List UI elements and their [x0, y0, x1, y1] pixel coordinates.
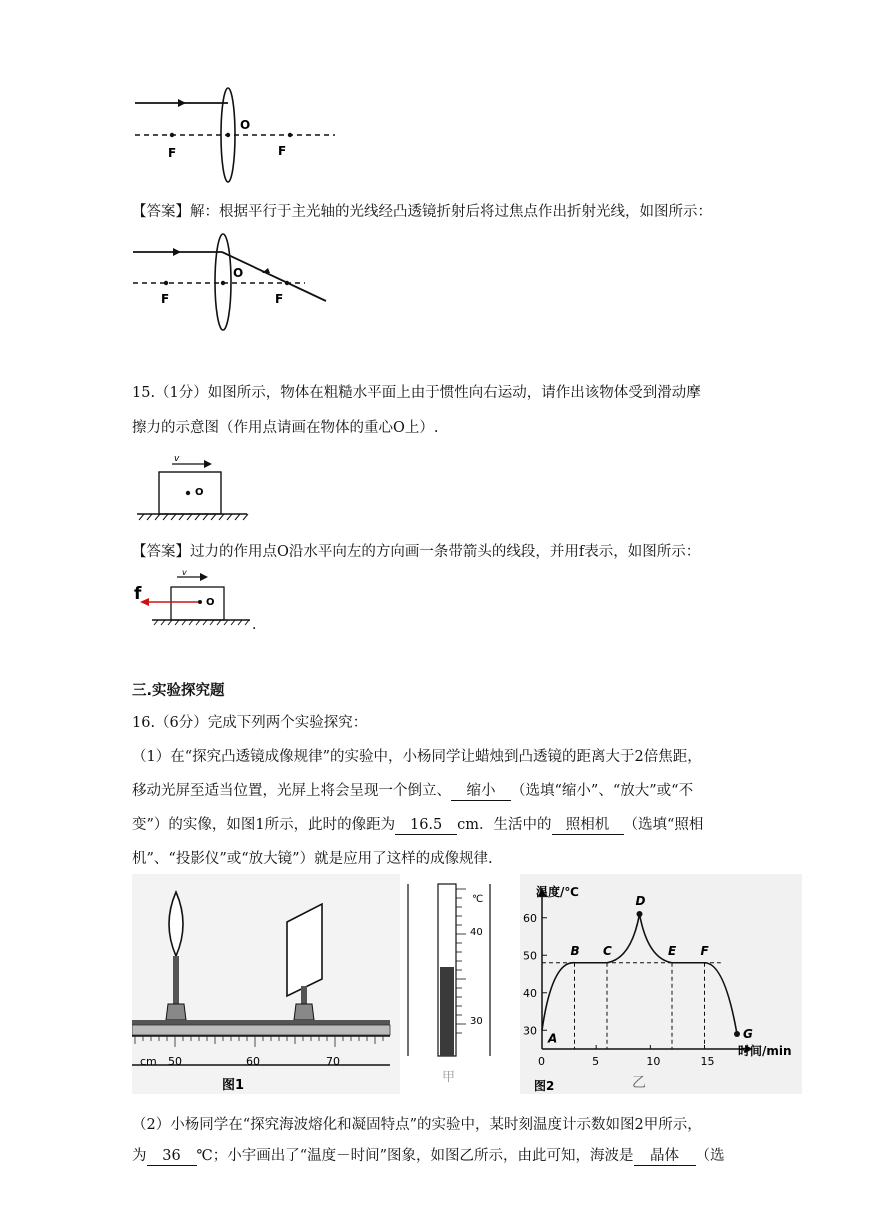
answer-14: 【答案】解：根据平行于主光轴的光线经凸透镜折射后将过焦点作出折射光线，如图所示：	[132, 204, 712, 220]
figure-caption: 乙	[632, 1075, 646, 1091]
text-span: 为	[132, 1148, 147, 1164]
question-16-intro: 16.（6分）完成下列两个实验探究：	[132, 715, 368, 731]
figure-caption: 图2	[534, 1079, 555, 1093]
data-point	[637, 911, 643, 917]
answer-blank-3: 照相机	[552, 818, 624, 835]
optical-center-label: O	[240, 118, 251, 132]
x-tick-label: 5	[592, 1055, 600, 1068]
x-tick-label: 10	[646, 1055, 661, 1068]
question-16-p2-line1: （2）小杨同学在“探究海波熔化和凝固特点”的实验中，某时刻温度计示数如图2甲所示，	[132, 1117, 702, 1133]
trailing-period: .	[252, 617, 257, 632]
thermometer-tick-label: 30	[470, 1016, 483, 1027]
text-span: cm．生活中的	[457, 817, 552, 833]
thermometer-tick-label: 40	[470, 927, 483, 938]
figure-caption: 甲	[442, 1070, 456, 1085]
block-figure-answer	[132, 567, 272, 632]
text-span: （选填“照相	[623, 817, 704, 833]
question-16-p1-line1: （1）在“探究凸透镜成像规律”的实验中，小杨同学让蜡烛到凸透镜的距离大于2倍焦距，	[132, 749, 702, 765]
focus-label-left: F	[168, 146, 177, 160]
point-label: G	[743, 1027, 753, 1041]
ruler-tick-label: 50	[168, 1055, 182, 1068]
center-label: O	[206, 597, 215, 608]
ruler-tick-label: 70	[326, 1055, 340, 1068]
answer-blank-2: 16.5	[395, 818, 457, 835]
text-span: ℃；小宇画出了“温度－时间”图象，如图乙所示，由此可知，海波是	[196, 1148, 634, 1164]
point-label: F	[700, 943, 709, 958]
optical-bench-figure	[132, 874, 400, 1094]
y-tick-label: 60	[523, 911, 537, 925]
optical-center-label: O	[233, 266, 244, 280]
focus-label-right: F	[275, 292, 284, 306]
question-15-line1: 15.（1分）如图所示，物体在粗糙水平面上由于惯性向右运动，请作出该物体受到滑动摩	[132, 385, 701, 401]
point-label: B	[570, 943, 580, 958]
text-span: 变”）的实像，如图1所示，此时的像距为	[132, 817, 396, 833]
friction-label: f	[134, 584, 142, 604]
y-tick-label: 30	[523, 1024, 537, 1038]
point-label: D	[635, 894, 646, 908]
point-label: C	[603, 943, 612, 958]
text-span: 移动光屏至适当位置，光屏上将会呈现一个倒立、	[132, 783, 451, 799]
lens-figure-answer	[130, 230, 345, 335]
text-span: （选	[695, 1148, 725, 1164]
center-label: O	[195, 487, 204, 498]
answer-blank-4: 36	[147, 1149, 197, 1166]
temperature-time-chart	[520, 874, 802, 1094]
y-tick-label: 40	[523, 986, 537, 1000]
thermometer-unit: ℃	[472, 894, 484, 905]
question-16-p1-line4: 机”、“投影仪”或“放大镜”）就是应用了这样的成像规律.	[132, 851, 493, 867]
question-16-p1-line3	[132, 813, 703, 835]
question-15-line2: 擦力的示意图（作用点请画在物体的重心O上）.	[132, 420, 439, 436]
x-tick-label: 0	[538, 1055, 545, 1068]
velocity-label: v	[174, 454, 180, 464]
ruler-tick-label: 60	[246, 1055, 260, 1068]
thermometer-figure	[400, 874, 520, 1094]
lens-figure-question	[130, 85, 340, 190]
answer-blank-1: 缩小	[451, 784, 511, 801]
point-label: E	[668, 943, 677, 958]
figure-caption: 图1	[222, 1078, 245, 1093]
ruler-unit-label: cm	[140, 1055, 157, 1068]
text-span: （选填“缩小”、“放大”或“不	[511, 783, 694, 799]
x-tick-label: 15	[700, 1055, 715, 1068]
focus-label-right: F	[278, 144, 287, 158]
mercury-column	[440, 967, 454, 1056]
data-point	[734, 1031, 740, 1037]
block-figure-question	[132, 454, 252, 524]
y-axis-label: 温度/℃	[536, 885, 579, 899]
velocity-label: v	[182, 568, 187, 577]
section-title: 三.实验探究题	[132, 683, 225, 699]
question-16-p1-line2	[132, 779, 693, 801]
point-label: A	[548, 1031, 558, 1046]
answer-blank-5: 晶体	[634, 1149, 696, 1166]
question-16-p2-line2	[132, 1144, 725, 1166]
focus-label-left: F	[161, 292, 170, 306]
answer-15: 【答案】过力的作用点O沿水平向左的方向画一条带箭头的线段，并用f表示，如图所示：	[132, 544, 701, 560]
y-tick-label: 50	[523, 949, 537, 963]
x-axis-label: 时间/min	[738, 1044, 792, 1058]
